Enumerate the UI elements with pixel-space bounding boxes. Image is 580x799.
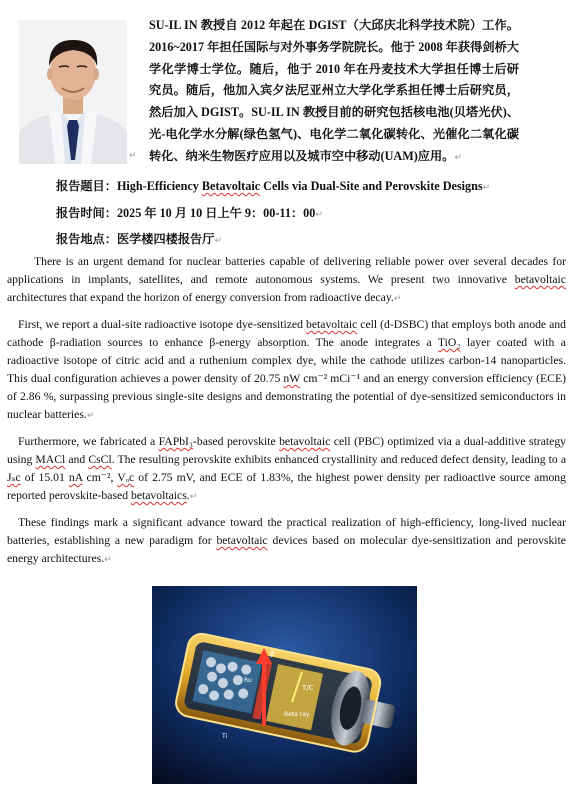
- spellcheck-word: CsCl: [88, 453, 112, 466]
- paragraph-mark: ↵: [454, 152, 462, 163]
- text-run: There is an urgent demand for nuclear batteries capable of delivering reliable power over several decades for applications in implants, satellites, and remote autonomous systems. We present two innovative: [7, 255, 566, 286]
- paragraph-mark: ↵: [104, 555, 112, 565]
- abstract-paragraph-2: [7, 316, 566, 425]
- report-time-value: 2025 年 10 月 10 日上午 9：00-11：00: [116, 206, 316, 220]
- report-title-pre: High-Efficiency: [116, 179, 202, 193]
- spellcheck-word: MACl: [35, 453, 66, 466]
- text-run: cm⁻² mCi⁻¹ and an energy conversion efficiency (ECE) of 2.86 %, surpassing previous single-site designs and demonstrating the potential of dye-sensitized semiconductors in nuclear batteries.: [7, 372, 566, 421]
- text-run: of 2.75 mV, and ECE of 1.83%, the highest power density per radioactive source among reported perovskite-based: [7, 471, 566, 502]
- text-run: First, we report a dual-site radioactive isotope dye-sensitized: [18, 318, 306, 331]
- spellcheck-word: TiO₂: [437, 336, 461, 349]
- abstract-paragraph-3: [7, 433, 566, 506]
- spellcheck-word: betavoltaic: [305, 318, 358, 331]
- spellcheck-word: Betavoltaic: [201, 179, 261, 193]
- report-place-line: [56, 230, 222, 247]
- tc-label: T/C: [302, 684, 314, 692]
- beta-label: β⁻: [270, 650, 279, 658]
- spellcheck-word: Jₛc: [7, 471, 21, 484]
- text-run: layer coated with a radioactive isotope of citric acid and a ruthenium complex dye, while the cathode utilizes carbon-14 nanoparticles. This dual configuration achieves a power density of 20.75: [7, 336, 566, 385]
- paragraph-mark: ↵: [214, 236, 222, 246]
- text-run: Furthermore, we fabricated a: [18, 435, 159, 448]
- speaker-photo: [19, 20, 127, 164]
- spellcheck-word: FAPbI₃: [158, 435, 194, 448]
- beta-ray-label: Beta ray: [284, 711, 310, 718]
- text-run: cell (d-DSBC) that employs both anode and cathode β-radiation sources to enhance β-energy absorption. The anode integrates a: [7, 318, 566, 349]
- report-time-line: [56, 204, 323, 221]
- abstract-paragraph-4: [7, 514, 566, 569]
- paragraph-mark: ↵: [86, 411, 95, 421]
- text-run: .: [186, 489, 190, 502]
- abstract: [7, 253, 566, 577]
- text-run: devices based on molecular dye-sensitization and perovskite energy architectures.: [7, 534, 566, 565]
- abstract-paragraph-1: [7, 253, 566, 308]
- spellcheck-word: betavoltaic: [279, 435, 331, 448]
- text-run: These findings mark a significant advance toward the practical realization of high-efficiency, long-lived nuclear batteries, establishing a new paradigm for: [7, 516, 566, 547]
- ru-label: Ru: [244, 677, 252, 684]
- paragraph-mark: ↵: [393, 294, 402, 304]
- spellcheck-word: nW: [283, 372, 301, 385]
- report-place-label: 报告地点：: [56, 232, 117, 246]
- text-run: of 15.01: [20, 471, 69, 484]
- text-run: cm⁻²,: [82, 471, 118, 484]
- report-time-label: 报告时间：: [56, 206, 117, 220]
- spellcheck-word: betavoltaic: [216, 534, 268, 547]
- paragraph-mark: ↵: [189, 492, 198, 502]
- ti-label: Ti: [222, 733, 228, 740]
- report-place-value: 医学楼四楼报告厅: [116, 232, 215, 246]
- text-run: architectures that expand the horizon of energy conversion from radioactive decay.: [7, 291, 394, 304]
- spellcheck-word: nA: [68, 471, 83, 484]
- spellcheck-word: Vₒc: [117, 471, 135, 484]
- text-run: cell (PBC) optimized via a dual-additive strategy using: [7, 435, 567, 466]
- betavoltaic-battery-figure: [152, 586, 417, 784]
- spellcheck-word: betavoltaic: [514, 273, 566, 286]
- text-run: . The resulting perovskite exhibits enhanced crystallinity and reduced defect density, leading to a: [111, 453, 567, 466]
- text-run: -based perovskite: [193, 435, 280, 448]
- battery-illustration: [152, 586, 417, 784]
- speaker-bio: [149, 15, 519, 170]
- text-run: and: [65, 453, 89, 466]
- report-title-label: 报告题目：: [56, 179, 117, 193]
- paragraph-mark: ↵: [315, 210, 323, 220]
- report-title-post: Cells via Dual-Site and Perovskite Designs: [260, 179, 483, 193]
- spellcheck-word: betavoltaics: [130, 489, 187, 502]
- report-title-line: [56, 177, 490, 194]
- paragraph-mark: ↵: [482, 183, 491, 193]
- speaker-portrait-image: [19, 20, 127, 164]
- bio-text: SU-IL IN 教授自 2012 年起在 DGIST（大邱庆北科学技术院）工作。2016~2017 年担任国际与对外事务学院院长。他于 2008 年获得剑桥大学化学博士学位。随后，他于 2010 年在丹麦技术大学担任博士后研究员。随后，他加入宾夕法尼亚州立大学化学系担任博士后研究员，然后加入 DGIST。SU-IL IN 教授目前的研究包括核电池(贝塔光伏)、光-电化学水分解(绿色氢气)、电化学二氧化碳转化、光催化二氧化碳转化、纳米生物医疗应用以及城市空中移动(UAM)应用。: [149, 18, 519, 163]
- paragraph-mark: ↵: [129, 151, 137, 161]
